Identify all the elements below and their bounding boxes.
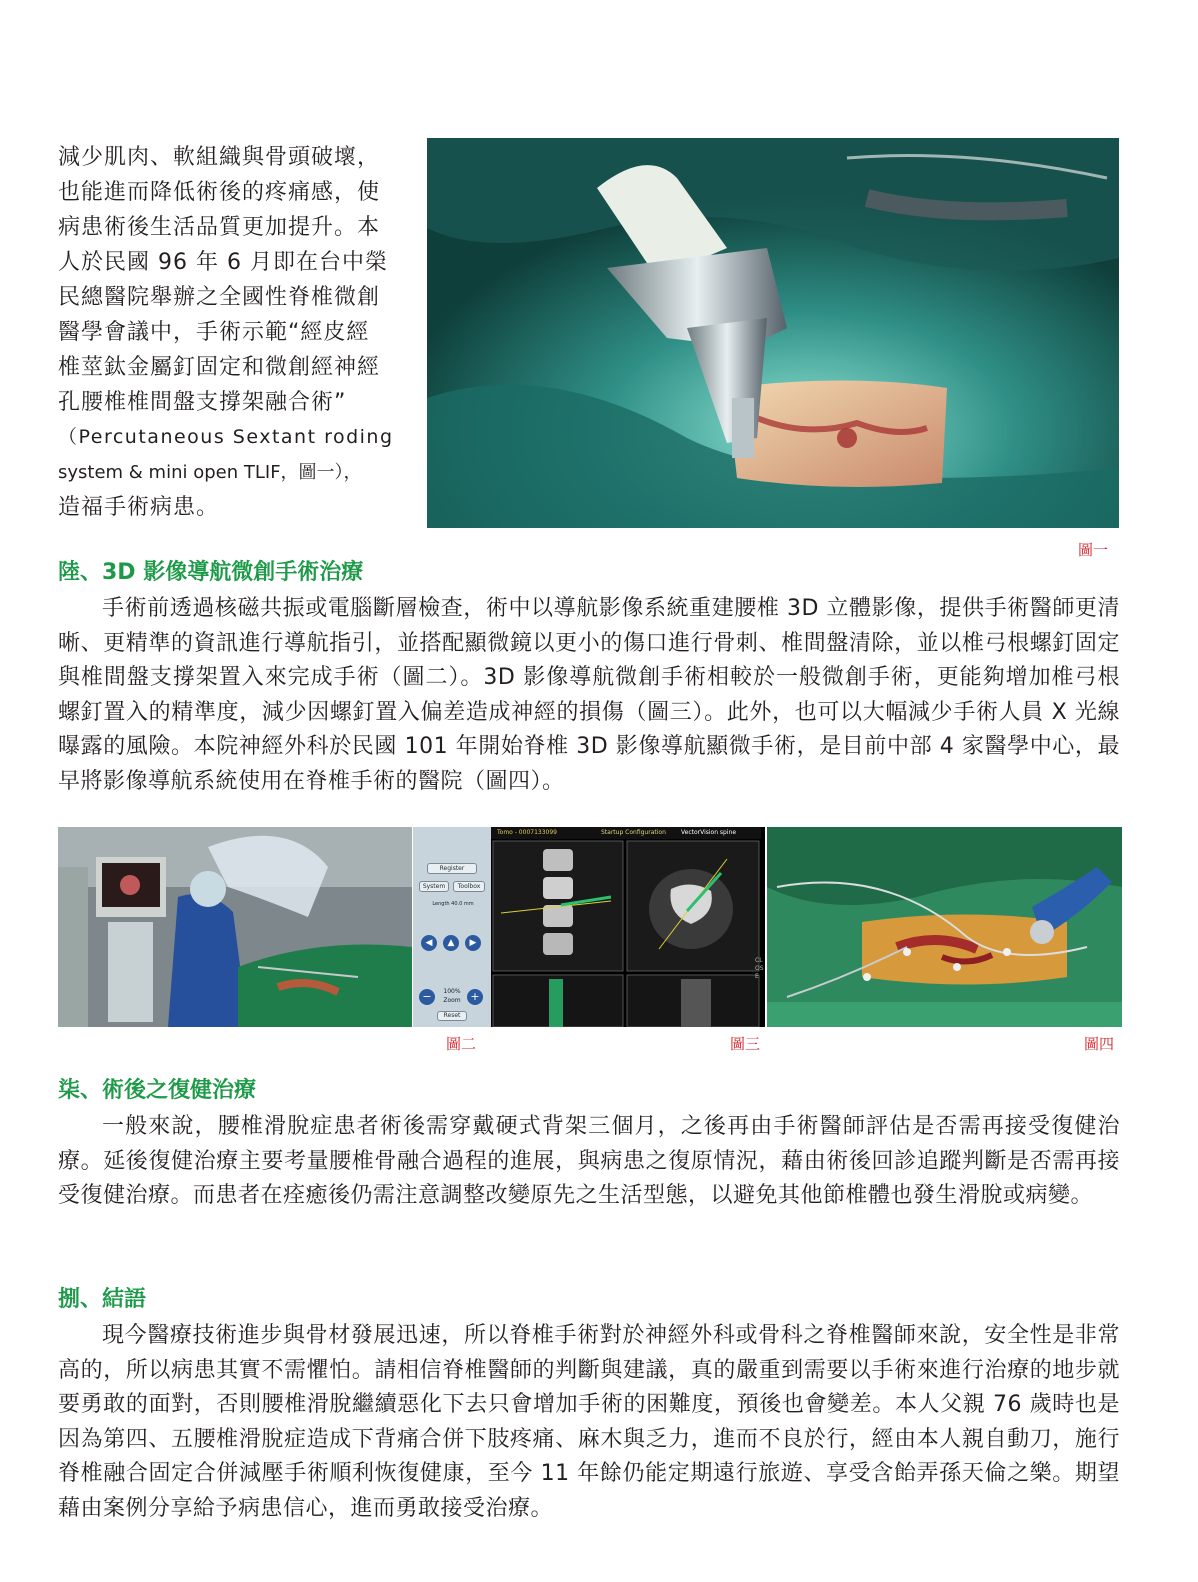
ct-scan-views bbox=[491, 839, 761, 1027]
arrow-up-icon: ▲ bbox=[443, 935, 459, 951]
length-readout: Length 40.0 mm bbox=[432, 901, 474, 907]
nav-title-bar bbox=[491, 827, 761, 839]
section-heading-rehabilitation: 柒、術後之復健治療 bbox=[58, 1078, 257, 1103]
figure-2-caption: 圖二 bbox=[446, 1035, 477, 1053]
intro-line: 孔腰椎椎間盤支撐架融合術” bbox=[58, 390, 347, 415]
brand-label: VectorVision spine bbox=[681, 829, 737, 836]
arrow-right-icon: ▶ bbox=[465, 935, 481, 951]
intro-line: 椎莖鈦金屬釘固定和微創經神經 bbox=[58, 355, 381, 380]
section-body-rehabilitation: 一般來說，腰椎滑脫症患者術後需穿戴硬式背架三個月，之後再由手術醫師評估是否需再接受復健治療。延後復健治療主要考量腰椎骨融合過程的進展，與病患之復原情況，藉由術後回診追蹤判斷是否需再接受復健治療。而患者在痊癒後仍需注意調整改變原先之生活型態，以避免其他節椎體也發生滑脫或病變。 bbox=[58, 1114, 1120, 1208]
intro-line: 民總醫院舉辦之全國性脊椎微創 bbox=[58, 285, 381, 310]
register-button: Register bbox=[427, 863, 477, 874]
system-button: System bbox=[419, 881, 449, 892]
figure-3-navigation-screen bbox=[413, 827, 765, 1027]
figure-1-surgery-photo bbox=[427, 138, 1119, 528]
section-body-conclusion: 現今醫療技術進步與骨材發展迅速，所以脊椎手術對於神經外科或骨科之脊椎醫師來說，安全性是非常高的，所以病患其實不需懼怕。請相信脊椎醫師的判斷與建議，真的嚴重到需要以手術來進行治療的地步就要勇敢的面對，否則腰椎滑脫繼續惡化下去只會增加手術的困難度，預後也會變差。本人父親 76 歲時也是因為第四、五腰椎滑脫症造成下背痛合併下肢疼痛、麻木與乏力，進而不良於行，經由本人親自動刀，施行脊椎融合固定合併減壓手術順利恢復健康，至今 11 年餘仍能定期遠行旅遊、享受含飴弄孫天倫之樂。期望藉由案例分享給予病患信心，進而勇敢接受治療。 bbox=[58, 1323, 1120, 1521]
nav-control-panel bbox=[413, 827, 491, 1027]
figure-3-caption: 圖三 bbox=[730, 1035, 761, 1053]
intro-line: system & mini open TLIF，圖一）， bbox=[58, 462, 362, 483]
arrow-pad bbox=[421, 931, 483, 961]
intro-paragraph bbox=[58, 140, 416, 525]
toolbox-button: Toolbox bbox=[453, 881, 485, 892]
intro-line: 人於民國 96 年 6 月即在台中榮 bbox=[58, 250, 388, 275]
arrow-left-icon: ◀ bbox=[421, 935, 437, 951]
zoom-in-icon: + bbox=[467, 989, 483, 1005]
section-heading-conclusion: 捌、結語 bbox=[58, 1287, 147, 1312]
figure-4-caption: 圖四 bbox=[1084, 1035, 1115, 1053]
intro-line: 減少肌肉、軟組織與骨頭破壞， bbox=[58, 145, 381, 170]
section-heading-3d-navigation: 陸、3D 影像導航微創手術治療 bbox=[58, 560, 364, 585]
zoom-value: 100% bbox=[443, 988, 461, 995]
zoom-out-icon: − bbox=[419, 989, 435, 1005]
zoom-button: Zoom bbox=[443, 997, 461, 1004]
intro-line: 醫學會議中，手術示範“經皮經 bbox=[58, 320, 370, 345]
close-label: CLOSE bbox=[755, 957, 764, 980]
figure-1-caption: 圖一 bbox=[1078, 541, 1109, 559]
figure-4-instrumentation-photo bbox=[767, 827, 1122, 1027]
intro-line: 病患術後生活品質更加提升。本 bbox=[58, 215, 381, 240]
reset-button: Reset bbox=[437, 1011, 467, 1021]
startup-label: Startup Configuration bbox=[601, 829, 666, 836]
figure-2-operating-room-photo bbox=[58, 827, 412, 1027]
intro-line: （Percutaneous Sextant roding bbox=[58, 426, 394, 448]
intro-line: 也能進而降低術後的疼痛感，使 bbox=[58, 180, 381, 205]
intro-line: 造福手術病患。 bbox=[58, 495, 220, 520]
section-body-3d-navigation: 手術前透過核磁共振或電腦斷層檢查，術中以導航影像系統重建腰椎 3D 立體影像，提供手術醫師更清晰、更精準的資訊進行導航指引，並搭配顯微鏡以更小的傷口進行骨刺、椎間盤清除，並以椎弓根螺釘固定與椎間盤支撐架置入來完成手術（圖二）。3D 影像導航微創手術相較於一般微創手術，更能夠增加椎弓根螺釘置入的精準度，減少因螺釘置入偏差造成神經的損傷（圖三）。此外，也可以大幅減少手術人員 X 光線曝露的風險。本院神經外科於民國 101 年開始脊椎 3D 影像導航顯微手術，是目前中部 4 家醫學中心，最早將影像導航系統使用在脊椎手術的醫院（圖四）。 bbox=[58, 596, 1120, 794]
patient-id: Tomo - 0007133099 bbox=[497, 829, 557, 836]
